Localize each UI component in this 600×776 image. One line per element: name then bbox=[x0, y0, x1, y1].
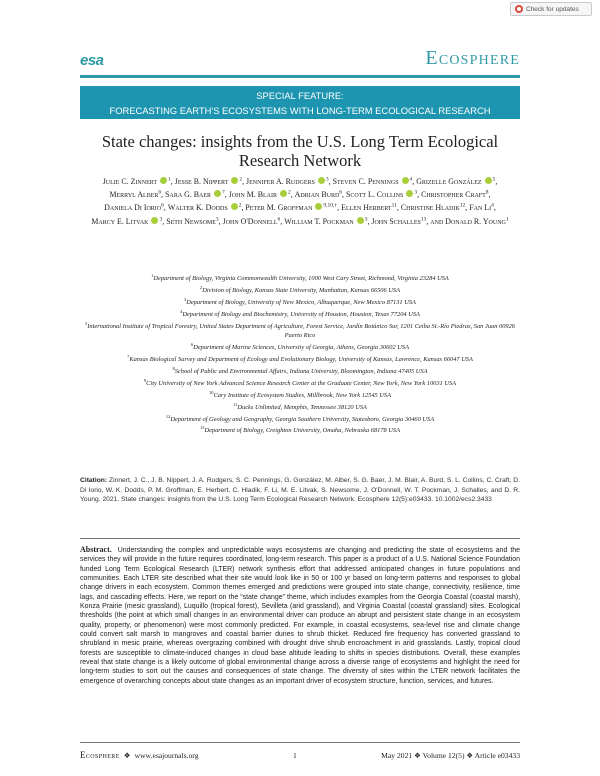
citation-label: Citation: bbox=[80, 477, 108, 484]
affiliation-text: City University of New York Advanced Science Research Center at the Graduate Center, New York, New York 10031 USA bbox=[146, 379, 457, 387]
author-affiliation-number: 6 bbox=[339, 189, 343, 196]
affiliation-text: Department of Geology and Geography, Georgia Southern University, Statesboro, Georgia 30460 USA bbox=[170, 415, 435, 423]
affiliation-item bbox=[80, 424, 520, 436]
banner-line-2: FORECASTING EARTH'S ECOSYSTEMS WITH LONG-TERM ECOLOGICAL RESEARCH bbox=[109, 105, 491, 116]
affiliation-text: Kansas Biological Survey and Department of Ecology and Evolutionary Biology, University of Kansas, Lawrence, Kansas 66047 USA bbox=[129, 355, 473, 363]
orcid-icon[interactable] bbox=[406, 190, 413, 197]
author-name: Steven C. Pennings bbox=[332, 176, 399, 186]
orcid-icon[interactable] bbox=[160, 177, 167, 184]
affiliation-text: Division of Biology, Kansas State University, Manhattan, Kansas 66506 USA bbox=[202, 287, 400, 295]
author-name: Daniela Di Iorio bbox=[104, 203, 162, 213]
abstract bbox=[80, 545, 520, 686]
author: Scott L. Collins $^3$, bbox=[345, 189, 422, 199]
author-affiliation-number: 9,10,† bbox=[323, 202, 338, 209]
affiliation-number: 6 bbox=[190, 341, 194, 347]
footer-issue: May 2021 ❖ Volume 12(5) ❖ Article e03433 bbox=[381, 750, 520, 760]
author-affiliation-number: 3 bbox=[364, 215, 368, 222]
author: Merryl Alber$^6$, bbox=[109, 189, 166, 199]
author: Ellen Herbert$^{11}$, bbox=[341, 202, 401, 213]
page-number: 1 bbox=[293, 750, 297, 760]
orcid-icon[interactable] bbox=[318, 177, 325, 184]
author-affiliation-number: 2 bbox=[239, 176, 243, 182]
author-affiliation-number: 4 bbox=[409, 176, 413, 182]
affiliation-text: Department of Biology, University of New Mexico, Albuquerque, New Mexico 87131 USA bbox=[186, 299, 416, 307]
affiliation-item bbox=[80, 341, 520, 353]
author-affiliation-number: 2 bbox=[287, 189, 291, 196]
footer-rule bbox=[80, 742, 520, 743]
affiliation-text: Department of Biology and Biochemistry, University of Houston, Houston, Texas 77204 USA bbox=[182, 311, 420, 319]
author bbox=[445, 217, 508, 226]
footer-journal: Ecosphere bbox=[80, 750, 120, 760]
abstract-label: Abstract. bbox=[80, 545, 112, 554]
abstract-text: Understanding the complex and unpredictable ways ecosystems are changing and predicting the state of ecosystems and the services they will provide in the future requires coordinated, long-term research. This paper is a product of a U.S. National Science Foundation funded Long Term Ecological Research (LTER) network synthesis effort that addressed anticipated changes in future populations and communities. Each LTER site described what their site would look like in 50 or 100 yr based on long-term patterns and responses to global change drivers in each ecosystem. Common themes emerged and predictions were grouped into state change, connectivity, resilience, time lags, and cascading effects. Here, we report on the “state change” theme, which includes examples from the Georgia Coastal (coastal marsh), Konza Prairie (mesic grassland), Luquillo (tropical forest), Sevilleta (arid grassland), and Virginia Coastal (coastal grassland) sites. Ecological thresholds (the point at which small changes in an environmental driver can produce an abrupt and persistent state change in an ecosystem quality, property, or phenomenon) were most commonly predicted. For example, in coastal ecosystems, sea-level rise and climate change could convert salt marsh to mangroves and coastal barrier dunes to shrub thicket. Reduced fire frequency has converted grassland to shrubland in mesic prairie, whereas overgrazing combined with drought drive shrub encroachment in arid grasslands. Lastly, tropical cloud forests are susceptible to climate-induced changes in cloud base altitude leading to shifts in species distributions. Overall, these examples reveal that state change is a likely outcome of global environmental change across a diverse range of ecosystems and highlight the need for long-term studies to sort out the causes and consequences of state change. The diversity of sites within the LTER network facilitates the emergence of overarching concepts about state changes as an important driver of ecosystem structure, function, services, and futures. bbox=[80, 547, 520, 685]
author-name: Seth Newsome bbox=[166, 216, 216, 226]
orcid-icon[interactable] bbox=[231, 203, 238, 210]
banner-line-1: SPECIAL FEATURE: bbox=[256, 90, 344, 101]
affiliation-number: 9 bbox=[143, 377, 147, 383]
author-affiliation-number: 4 bbox=[491, 202, 494, 209]
author-name: Donald R. Young bbox=[445, 216, 506, 226]
author-name: Julie C. Zinnert bbox=[102, 176, 158, 186]
author: Julie C. Zinnert $^1$, bbox=[102, 176, 175, 186]
author-name: Fan Li bbox=[469, 203, 492, 213]
page-footer bbox=[80, 748, 520, 762]
affiliation-item bbox=[80, 389, 520, 401]
author-name: William T. Pockman bbox=[284, 216, 354, 226]
abstract-rule bbox=[80, 538, 520, 539]
affiliation-item bbox=[80, 401, 520, 413]
author-affiliation-number: 11 bbox=[391, 202, 397, 209]
author-affiliation-number: 12 bbox=[459, 202, 466, 209]
affiliation-number: 12 bbox=[165, 413, 171, 419]
citation-text: Zinnert, J. C., J. B. Nippert, J. A. Rudgers, S. C. Pennings, G. González, M. Alber, S. G. Baer, J. M. Blair, A. Burd, S. L. Collins, C. Craft, D. Di Iorio, W. K. Dodds, P. M. Groffman, E. Herbert, C. Hladik, F. Li, M. E. Litvak, S. Newsome, J. O'Donnell, W. T. Pockman, J. Schalles, and D. R. Young. 2021. State changes: insights from the U.S. Long Term Ecological Research Network. Ecosphere 12(5):e03433. 10.1002/ecs2.3433 bbox=[80, 477, 520, 504]
affiliation-number: 8 bbox=[172, 365, 175, 371]
author-name: Adrian Burd bbox=[294, 189, 340, 199]
affiliation-number: 13 bbox=[199, 425, 205, 431]
author-affiliation-number: 13 bbox=[420, 215, 427, 222]
affiliation-number: 2 bbox=[200, 284, 203, 290]
author-name: Sara G. Baer bbox=[165, 189, 212, 199]
author: William T. Pockman $^3$, bbox=[284, 215, 372, 226]
author-list bbox=[80, 174, 520, 227]
author: Steven C. Pennings $^4$, bbox=[332, 176, 417, 186]
author-name: John O'Donnell bbox=[222, 216, 278, 226]
header-rule bbox=[80, 75, 520, 78]
author-affiliation-number: 3 bbox=[325, 176, 329, 182]
affiliation-item bbox=[80, 272, 520, 284]
article-title bbox=[80, 132, 520, 170]
author: Peter M. Groffman $^{9,10,\dagger}$, bbox=[245, 202, 342, 213]
affiliation-text: Cary Institute of Ecosystem Studies, Millbrook, New York 12545 USA bbox=[213, 391, 392, 399]
affiliation-text: Department of Biology, Virginia Commonwealth University, 1000 West Cary Street, Richmond, Virginia 23284 USA bbox=[153, 275, 449, 283]
title-line-1: State changes: insights from the U.S. Long Term Ecological bbox=[101, 132, 499, 151]
affiliation-text: Department of Biology, Creighton University, Omaha, Nebraska 68178 USA bbox=[204, 427, 401, 435]
affiliation-number: 3 bbox=[184, 296, 187, 302]
orcid-icon[interactable] bbox=[402, 177, 409, 184]
orcid-icon[interactable] bbox=[315, 203, 322, 210]
esa-logo: esa bbox=[80, 52, 104, 69]
affiliation-text: Ducks Unlimited, Memphis, Tennessee 38120 USA bbox=[237, 403, 367, 411]
affiliation-item bbox=[80, 320, 520, 341]
affiliation-text: School of Public and Environmental Affairs, Indiana University, Bloomington, Indiana 47405 USA bbox=[174, 367, 428, 375]
orcid-icon[interactable] bbox=[214, 190, 221, 197]
author-name: Peter M. Groffman bbox=[245, 203, 313, 213]
author-affiliation-number: 7 bbox=[222, 189, 225, 196]
affiliation-item bbox=[80, 413, 520, 425]
author-affiliation-number: 8 bbox=[485, 189, 489, 196]
orcid-icon[interactable] bbox=[231, 177, 238, 184]
author-name: Walter K. Dodds bbox=[167, 203, 228, 213]
author: Adrian Burd$^6$, bbox=[294, 189, 346, 199]
orcid-icon[interactable] bbox=[280, 190, 287, 197]
special-feature-banner bbox=[80, 86, 520, 119]
orcid-icon[interactable] bbox=[151, 217, 158, 224]
footer-site-link[interactable]: www.esajournals.org bbox=[134, 750, 199, 760]
author-affiliation-number: 6 bbox=[161, 202, 164, 209]
author: Grizelle González $^5$, bbox=[416, 176, 498, 186]
affiliation-text: Department of Marine Sciences, University of Georgia, Athens, Georgia 30602 USA bbox=[193, 343, 409, 351]
author-name: Christine Hladik bbox=[400, 203, 460, 213]
author: Marcy E. Litvak $^3$, bbox=[91, 215, 167, 226]
author-affiliation-number: 1 bbox=[505, 215, 509, 222]
check-for-updates-badge[interactable] bbox=[510, 2, 592, 16]
affiliation-list bbox=[80, 272, 520, 436]
affiliation-number: 5 bbox=[85, 320, 88, 326]
author: Christopher Craft$^8$, bbox=[421, 189, 491, 199]
author-affiliation-number: 6 bbox=[277, 215, 281, 222]
author: John M. Blair $^2$, bbox=[228, 189, 295, 199]
author-name: Jesse B. Nippert bbox=[174, 176, 229, 186]
author-name: Christopher Craft bbox=[421, 189, 486, 199]
author: Walter K. Dodds $^2$, bbox=[167, 202, 246, 213]
author: Christine Hladik$^{12}$, bbox=[400, 202, 470, 213]
citation bbox=[80, 476, 520, 505]
author-name: Marcy E. Litvak bbox=[91, 216, 149, 226]
author-name: John M. Blair bbox=[228, 189, 277, 199]
orcid-icon[interactable] bbox=[485, 177, 492, 184]
journal-title: Ecosphere bbox=[425, 47, 520, 69]
author-affiliation-number: 5 bbox=[492, 176, 496, 182]
affiliation-item bbox=[80, 377, 520, 389]
author-name: Grizelle González bbox=[416, 176, 482, 186]
title-line-2: Research Network bbox=[238, 151, 362, 170]
affiliation-item bbox=[80, 365, 520, 377]
diamond-separator-icon: ❖ bbox=[123, 750, 131, 760]
badge-label: Check for updates bbox=[526, 5, 579, 13]
author: Fan Li$^4$, bbox=[469, 202, 496, 213]
affiliation-number: 1 bbox=[151, 273, 154, 278]
affiliation-text: International Institute of Tropical Forestry, United States Department of Agriculture, Forest Service, Jardín Botánico Sur, 1201 Ceiba St.-Río Piedras, San Juan 00926 Puerto Rico bbox=[87, 323, 515, 339]
affiliation-item bbox=[80, 308, 520, 320]
affiliation-number: 11 bbox=[233, 401, 238, 407]
author: Daniela Di Iorio$^6$, bbox=[104, 202, 168, 213]
author: Jesse B. Nippert $^2$, bbox=[174, 176, 247, 186]
orcid-icon[interactable] bbox=[357, 217, 364, 224]
author: John O'Donnell$^6$, bbox=[222, 215, 285, 226]
author-affiliation-number: 6 bbox=[158, 189, 162, 196]
author: Sara G. Baer $^7$, bbox=[165, 189, 229, 199]
author-name: Ellen Herbert bbox=[341, 203, 392, 213]
affiliation-item bbox=[80, 296, 520, 308]
affiliation-number: 10 bbox=[208, 389, 214, 395]
author-affiliation-number: 3 bbox=[159, 215, 163, 222]
affiliation-item bbox=[80, 284, 520, 296]
author: Seth Newsome$^3$, bbox=[166, 215, 223, 226]
author-name: Merryl Alber bbox=[109, 189, 159, 199]
author-name: Jennifer A. Rudgers bbox=[246, 176, 315, 186]
crossmark-icon bbox=[515, 5, 523, 13]
author-name: Scott L. Collins bbox=[345, 189, 404, 199]
author: Jennifer A. Rudgers $^3$, bbox=[246, 176, 333, 186]
author-affiliation-number: 1 bbox=[168, 176, 171, 182]
affiliation-number: 4 bbox=[180, 308, 183, 314]
affiliation-number: 7 bbox=[127, 353, 130, 359]
author-affiliation-number: 3 bbox=[215, 215, 219, 222]
author: John Schalles$^{13}$, and bbox=[371, 215, 446, 226]
affiliation-item bbox=[80, 353, 520, 365]
author-affiliation-number: 2 bbox=[238, 202, 242, 209]
author-name: John Schalles bbox=[371, 216, 421, 226]
author-affiliation-number: 3 bbox=[414, 189, 418, 196]
